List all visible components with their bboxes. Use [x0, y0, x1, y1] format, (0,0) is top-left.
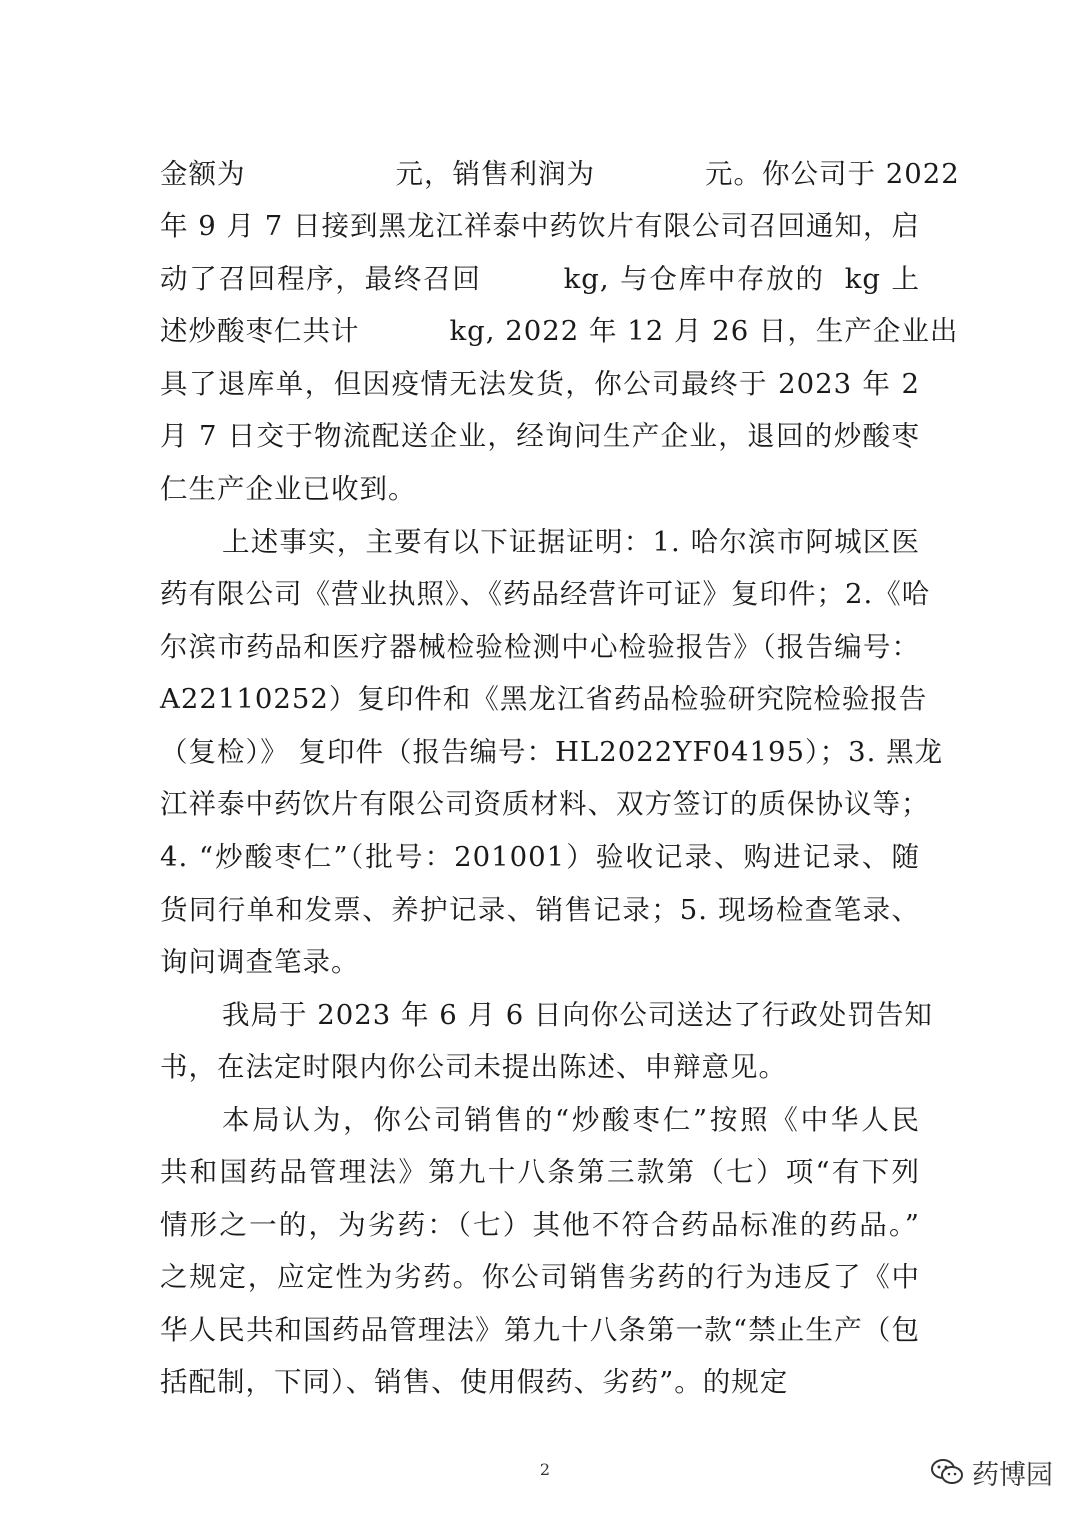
- text-line-17: [222, 989, 933, 1041]
- text-seg: 金额为: [160, 158, 246, 190]
- text-seg: kg, 与仓库中存放的: [563, 263, 825, 295]
- text-seg: 我局于 2023 年 6 月 6 日向你公司送达了行政处罚告知: [222, 999, 933, 1031]
- text-seg: 括配制，下同）、销售、使用假药、劣药”。的规定: [160, 1366, 789, 1398]
- text-line-16: [160, 936, 920, 988]
- text-line-7: [160, 463, 920, 515]
- text-seg: 共和国药品管理法》第九十八条第三款第（七）项“有下列: [160, 1156, 920, 1188]
- text-seg: A22110252）复印件和《黑龙江省药品检验研究院检验报告: [160, 683, 928, 715]
- text-seg: 情形之一的，为劣药：（七）其他不符合药品标准的药品。”: [160, 1209, 920, 1241]
- text-line-21: [160, 1199, 920, 1251]
- text-line-3: [160, 253, 920, 305]
- text-seg: kg 上: [844, 263, 921, 295]
- text-seg: 元，销售利润为: [395, 158, 595, 190]
- watermark-text: 药博园: [972, 1459, 1053, 1491]
- text-seg: 尔滨市药品和医疗器械检验检测中心检验报告》（报告编号：: [160, 631, 920, 663]
- text-line-4: [160, 305, 959, 357]
- text-seg: 书，在法定时限内你公司未提出陈述、申辩意见。: [160, 1051, 787, 1083]
- text-line-13: [160, 778, 930, 830]
- text-seg: 述炒酸枣仁共计: [160, 315, 360, 347]
- text-line-12: [160, 726, 944, 778]
- text-line-15: [160, 884, 920, 936]
- text-line-1: [160, 148, 960, 200]
- text-seg: 货同行单和发票、养护记录、销售记录；5. 现场检查笔录、: [160, 894, 920, 926]
- wechat-icon: [930, 1457, 964, 1487]
- text-line-5: [160, 358, 920, 410]
- text-seg: 之规定，应定性为劣药。你公司销售劣药的行为违反了《中: [160, 1261, 920, 1293]
- text-seg: 华人民共和国药品管理法》第九十八条第一款“禁止生产（包: [160, 1314, 920, 1346]
- text-seg: 询问调查笔录。: [160, 946, 360, 978]
- text-seg: kg, 2022 年 12 月 26 日，生产企业出: [449, 315, 959, 347]
- text-seg: 具了退库单，但因疫情无法发货，你公司最终于 2023 年 2: [160, 368, 920, 400]
- watermark: [930, 1452, 1053, 1492]
- text-line-10: [160, 621, 920, 673]
- text-line-19: [222, 1094, 920, 1146]
- page-number: 2: [539, 1460, 551, 1479]
- text-seg: 江祥泰中药饮片有限公司资质材料、双方签订的质保协议等；: [160, 788, 930, 820]
- text-line-23: [160, 1304, 920, 1356]
- text-line-8: [222, 516, 920, 568]
- text-seg: 月 7 日交于物流配送企业，经询问生产企业，退回的炒酸枣: [160, 420, 920, 452]
- text-line-20: [160, 1146, 920, 1198]
- text-seg: 动了召回程序，最终召回: [160, 263, 482, 295]
- text-line-9: [160, 568, 931, 620]
- text-line-22: [160, 1251, 920, 1303]
- text-seg: （复检）》 复印件（报告编号：HL2022YF04195）；3. 黑龙: [160, 736, 944, 768]
- text-seg: 本局认为，你公司销售的“炒酸枣仁”按照《中华人民: [222, 1104, 920, 1136]
- text-seg: 上述事实，主要有以下证据证明：1. 哈尔滨市阿城区医: [222, 526, 920, 558]
- text-line-6: [160, 410, 920, 462]
- text-seg: 仁生产企业已收到。: [160, 473, 417, 505]
- text-line-2: [160, 200, 920, 252]
- text-seg: 年 9 月 7 日接到黑龙江祥泰中药饮片有限公司召回通知，启: [160, 210, 920, 242]
- text-line-14: [160, 831, 920, 883]
- text-seg: 药有限公司《营业执照》、《药品经营许可证》复印件；2.《哈: [160, 578, 931, 610]
- text-line-11: [160, 673, 928, 725]
- text-seg: 4. “炒酸枣仁”（批号：201001）验收记录、购进记录、随: [160, 841, 920, 873]
- text-line-24: [160, 1356, 920, 1408]
- text-seg: 元。你公司于 2022: [705, 158, 960, 190]
- text-line-18: [160, 1041, 920, 1093]
